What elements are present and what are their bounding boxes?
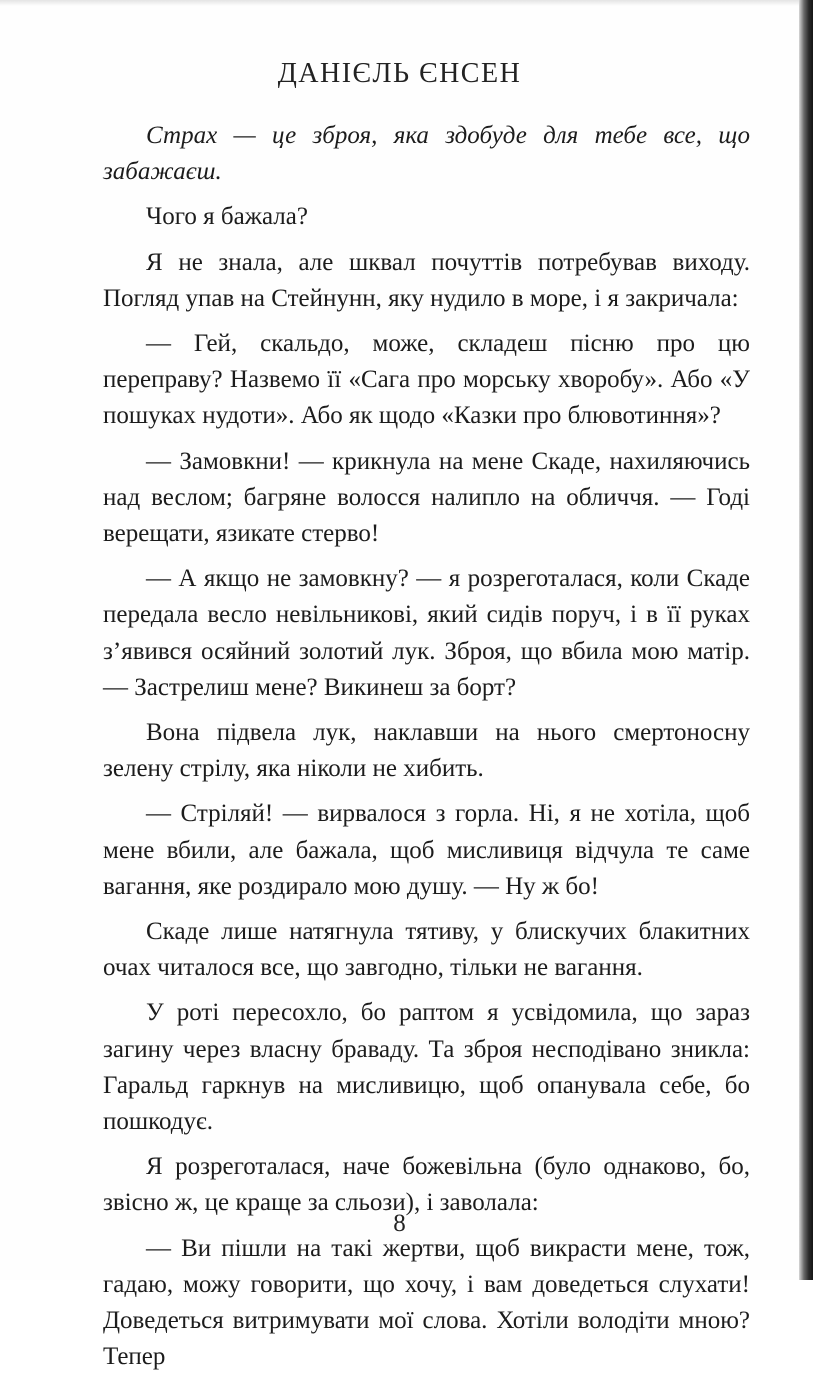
body-text [103, 118, 750, 1385]
paragraph: — Ви пішли на такі жертви, щоб викрасти мене, тож, гадаю, можу говорити, що хочу, і вам доведеться слухати! Доведеться витримувати мої слова. Хотіли володіти мною? Тепер [103, 1234, 750, 1371]
paragraph: Скаде лише натягнула тятиву, у блискучих блакитних очах читалося все, що завгодно, тільки не вагання. [103, 918, 750, 982]
page-number: 8 [393, 1210, 406, 1237]
paragraph: Чого я бажала? [146, 203, 308, 231]
page-top-shadow [0, 0, 813, 6]
paragraph: У роті пересохло, бо раптом я усвідомила, що зараз загину через власну браваду. Та зброя несподівано зникла: Гаральд гаркнув на мисливицю, щоб опанувала себе, бо пошкодує. [103, 999, 750, 1136]
paragraph: — Замовкни! — крикнула на мене Скаде, нахиляючись над веслом; багряне волосся налипло на обличчя. — Годі верещати, язикате стерво! [103, 447, 750, 548]
paragraph: Страх — це зброя, яка здобуде для тебе все, що забажаєш. [103, 122, 750, 186]
paragraph: Я не знала, але шквал почуттів потребував виходу. Погляд упав на Стейнунн, яку нудило в море, і я закричала: [103, 248, 750, 312]
paragraph: Вона підвела лук, наклавши на нього смертоносну зелену стрілу, яка ніколи не хибить. [103, 719, 750, 783]
paragraph: — Гей, скальдо, може, складеш пісню про цю переправу? Назвемо її «Сага про морську хворобу». Або «У пошуках нудоти». Або як щодо «Казки про блювотиння»? [103, 330, 750, 430]
paragraph: Я розреготалася, наче божевільна (було однаково, бо, звісно ж, це краще за сльози), і заволала: [103, 1153, 750, 1217]
book-spine-edge [799, 0, 813, 1280]
running-header: ДАНІЄЛЬ ЄНСЕН [277, 58, 522, 89]
paragraph: — Стріляй! — вирвалося з горла. Ні, я не хотіла, щоб мене вбили, але бажала, щоб мисливиця відчула те саме вагання, яке роздирало мою душу. — Ну ж бо! [103, 800, 750, 900]
paragraph: — А якщо не замовкну? — я розреготалася, коли Скаде передала весло невільникові, який сидів поруч, і в її руках з’явився осяйний золотий лук. Зброя, що вбила мою матір. — Застрелиш мене? Викинеш за борт? [103, 565, 750, 701]
